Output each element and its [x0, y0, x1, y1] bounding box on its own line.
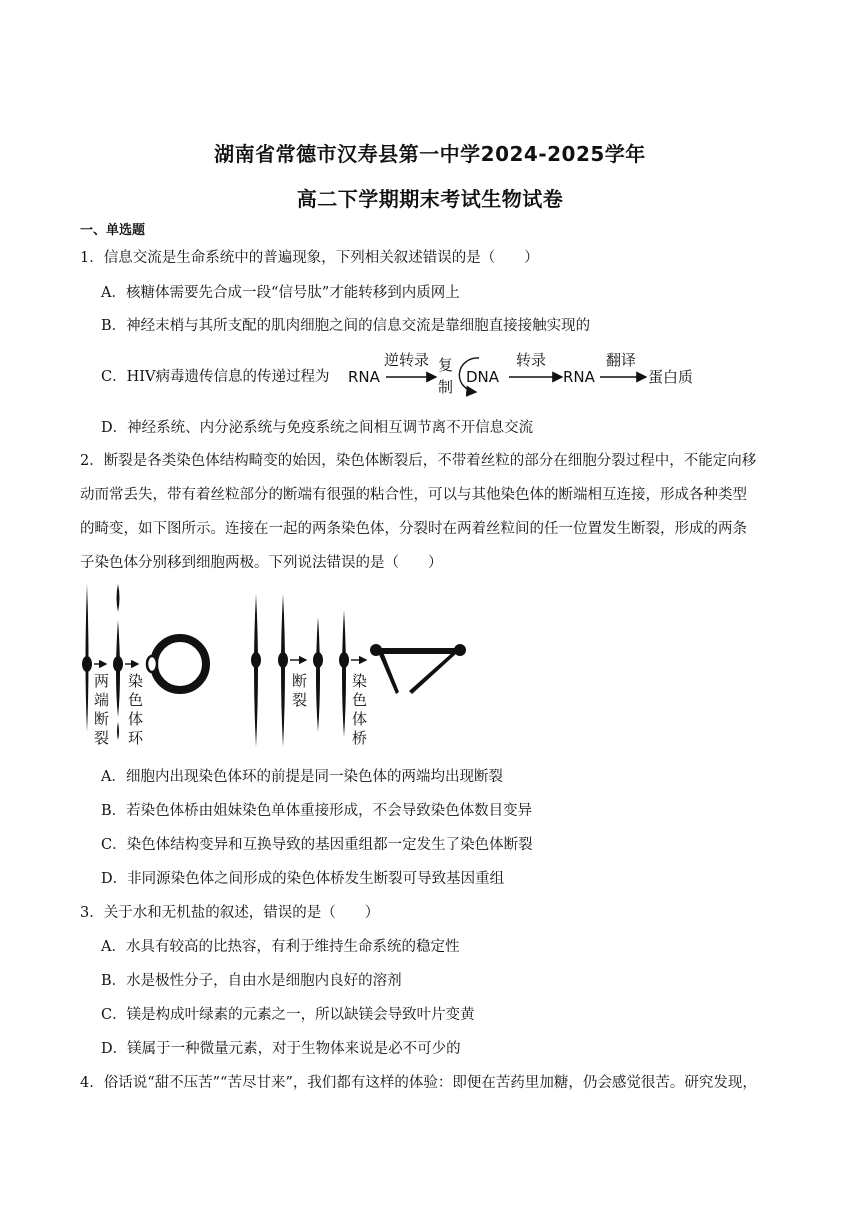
- flow-translation-label: 翻译: [606, 351, 637, 369]
- label-both-ends-break-1: 两: [94, 672, 110, 690]
- question-2-stem-line3: 的畸变，如下图所示。连接在一起的两条染色体，分裂时在两着丝粒间的任一位置发生断裂，形成的两条: [80, 521, 747, 537]
- question-1-option-a: A．核糖体需要先合成一段“信号肽”才能转移到内质网上: [101, 285, 460, 301]
- label-ring-2: 色: [128, 691, 144, 709]
- question-4-stem: 4．俗话说“甜不压苦”“苦尽甘来”，我们都有这样的体验：即便在苦药里加糖，仍会感觉很苦。研究发现，: [80, 1075, 757, 1091]
- centromere-1: [82, 656, 92, 672]
- centromere-6: [339, 652, 349, 668]
- flow-rna-start: RNA: [348, 368, 380, 386]
- question-2-stem-line4: 子染色体分别移到细胞两极。下列说法错误的是（ ）: [80, 555, 443, 571]
- centromere-2: [113, 656, 123, 672]
- chromosome-5: [316, 617, 320, 732]
- chromosome-2-lower-fragment: [117, 722, 119, 740]
- label-bridge-3: 体: [352, 710, 368, 728]
- chromosome-aberration-figure: [80, 582, 480, 752]
- bridge-centromere-left: [370, 644, 382, 656]
- question-1-option-c: C．HIV病毒遗传信息的传递过程为: [101, 369, 330, 385]
- chromosome-4: [281, 594, 285, 747]
- question-1-stem: 1．信息交流是生命系统中的普遍现象，下列相关叙述错误的是（ ）: [80, 250, 539, 266]
- flow-transcription-label: 转录: [516, 351, 547, 369]
- question-2-option-a: A．细胞内出现染色体环的前提是同一染色体的两端均出现断裂: [101, 769, 503, 785]
- question-2-option-b: B．若染色体桥由姐妹染色单体重接形成，不会导致染色体数目变异: [101, 803, 533, 819]
- label-both-ends-break-2: 端: [94, 691, 110, 709]
- question-3-stem: 3．关于水和无机盐的叙述，错误的是（ ）: [80, 905, 380, 921]
- question-1-option-d: D．神经系统、内分泌系统与免疫系统之间相互调节离不开信息交流: [101, 420, 534, 436]
- centromere-3: [251, 652, 261, 668]
- bridge-centromere-right: [454, 644, 466, 656]
- label-ring-3: 体: [128, 710, 144, 728]
- label-bridge-4: 桥: [352, 729, 368, 747]
- label-bridge-1: 染: [352, 672, 368, 690]
- chromosome-2-upper-fragment: [117, 584, 120, 612]
- question-3-option-b: B．水是极性分子，自由水是细胞内良好的溶剂: [101, 973, 402, 989]
- question-2-stem-line1: 2．断裂是各类染色体结构畸变的始因，染色体断裂后，不带着丝粒的部分在细胞分裂过程中，不能定向移: [80, 453, 757, 469]
- question-2-option-d: D．非同源染色体之间形成的染色体桥发生断裂可导致基因重组: [101, 871, 505, 887]
- bridge-left-arm: [378, 652, 399, 694]
- label-both-ends-break-3: 断: [94, 710, 110, 728]
- hiv-information-flow-diagram: [344, 348, 714, 398]
- label-ring-4: 环: [128, 729, 144, 747]
- bridge-right-arm: [409, 652, 458, 694]
- question-1-option-b: B．神经末梢与其所支配的肌肉细胞之间的信息交流是靠细胞直接接触实现的: [101, 318, 591, 334]
- flow-reverse-transcription-label: 逆转录: [384, 351, 430, 369]
- question-3-option-a: A．水具有较高的比热容，有利于维持生命系统的稳定性: [101, 939, 460, 955]
- flow-rna-middle: RNA: [563, 368, 595, 386]
- question-3-option-d: D．镁属于一种微量元素，对于生物体来说是必不可少的: [101, 1041, 461, 1057]
- label-bridge-2: 色: [352, 691, 368, 709]
- label-break-1: 断: [292, 672, 308, 690]
- question-2-option-c: C．染色体结构变异和互换导致的基因重组都一定发生了染色体断裂: [101, 837, 533, 853]
- exam-title-line2: 高二下学期期末考试生物试卷: [296, 187, 564, 211]
- flow-dna: DNA: [466, 368, 500, 386]
- label-ring-1: 染: [128, 672, 144, 690]
- bridge-top-bar: [376, 648, 462, 654]
- label-both-ends-break-4: 裂: [94, 729, 110, 747]
- flow-replication-label-1: 复: [438, 356, 454, 374]
- exam-title-line1: 湖南省常德市汉寿县第一中学2024-2025学年: [214, 142, 646, 166]
- question-2-stem-line2: 动而常丢失，带有着丝粒部分的断端有很强的粘合性，可以与其他染色体的断端相互连接，形成各种类型: [80, 487, 747, 503]
- centromere-4: [278, 652, 288, 668]
- centromere-5: [313, 652, 323, 668]
- chromosome-6: [342, 610, 346, 737]
- ring-centromere: [147, 656, 157, 672]
- flow-replication-label-2: 制: [438, 378, 454, 396]
- section-heading: 一、单选题: [80, 223, 146, 238]
- chromosome-3: [254, 594, 258, 747]
- label-break-2: 裂: [292, 691, 308, 709]
- flow-protein: 蛋白质: [648, 368, 694, 386]
- chromosome-ring: [154, 638, 206, 690]
- question-3-option-c: C．镁是构成叶绿素的元素之一，所以缺镁会导致叶片变黄: [101, 1007, 475, 1023]
